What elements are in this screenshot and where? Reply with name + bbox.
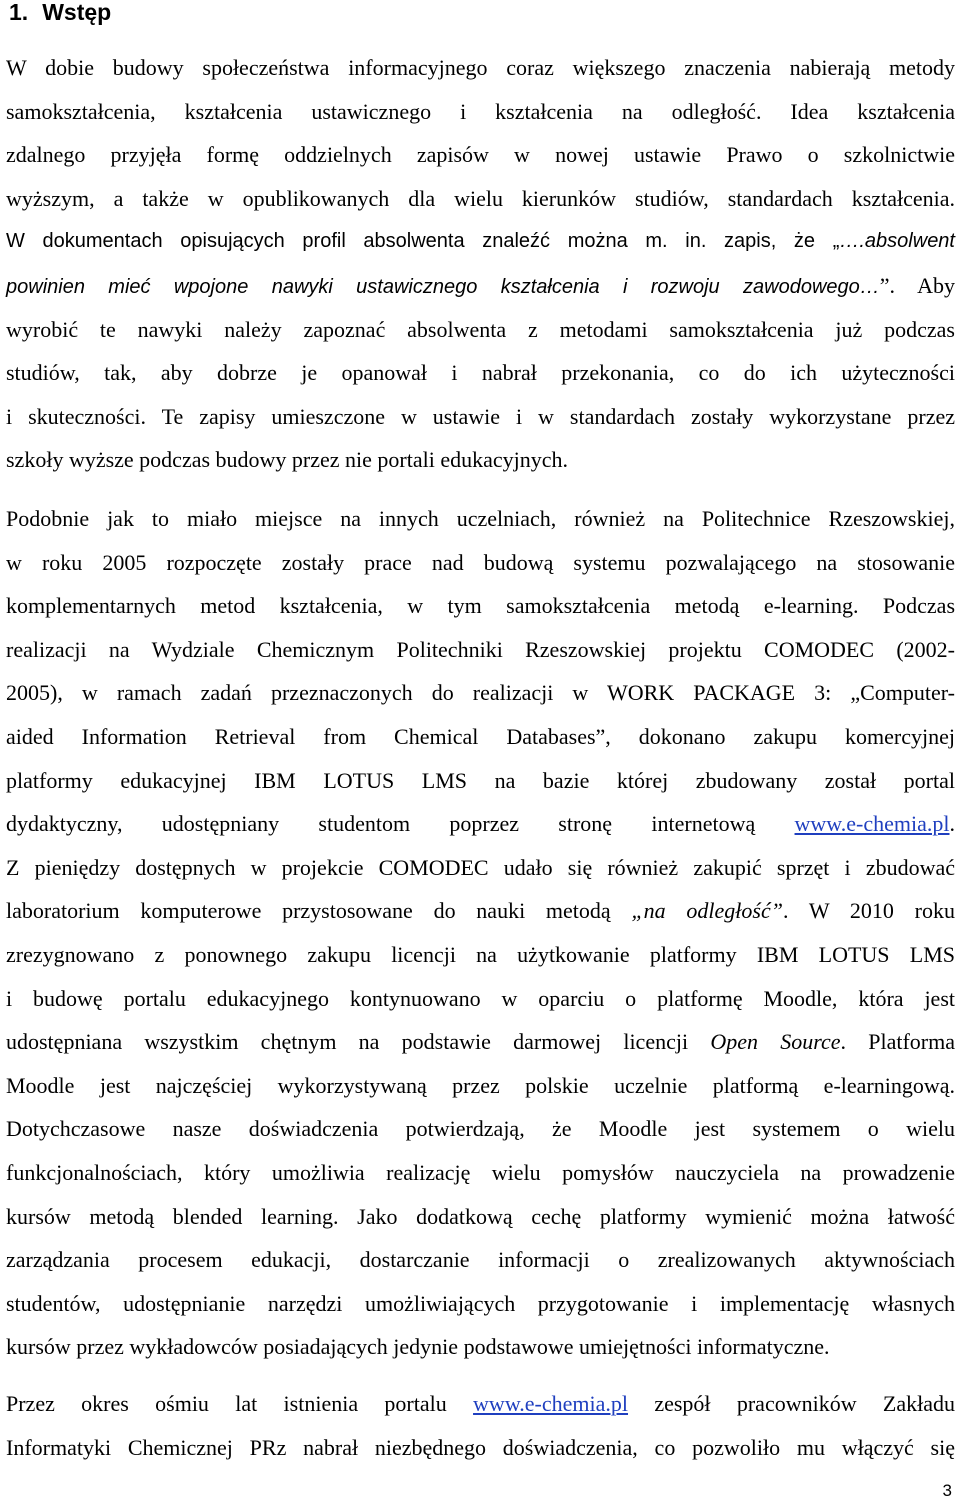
- text-line: [6, 1020, 955, 1064]
- text-run: . Platforma: [840, 1029, 955, 1055]
- text-run: udostępniana wszystkim chętnym na podstawie darmowej licencji: [6, 1029, 711, 1055]
- text-line: i budowę portalu edukacyjnego kontynuowano w oparciu o platformę Moodle, która jest: [6, 985, 955, 1011]
- text-run: Te zapisy umieszczone w ustawie i w standardach zostały wykorzystane przez: [146, 403, 955, 429]
- text-line: zarządzania procesem edukacji, dostarczanie informacji o zrealizowanych aktywnościach: [6, 1247, 955, 1273]
- section-number: 1.: [9, 0, 29, 25]
- text-run: kursów metodą blended learning.: [6, 1203, 339, 1229]
- text-line: Dotychczasowe nasze doświadczenia potwierdzają, że Moodle jest systemem o wielu: [6, 1116, 955, 1142]
- text-run: Podobnie jak to miało miejsce na innych uczelniach, również na: [6, 506, 702, 531]
- text-run: dydaktyczny, udostępniany studentom poprzez stronę internetową: [6, 811, 795, 837]
- text-line: funkcjonalnościach, który umożliwia realizację wielu pomysłów nauczyciela na prowadzenie: [6, 1159, 955, 1185]
- text-line: aided Information Retrieval from Chemical Databases”, dokonano zakupu komercyjnej: [6, 723, 955, 749]
- page-number: 3: [942, 1481, 952, 1500]
- text-line: w roku 2005 rozpoczęte zostały prace nad budową systemu pozwalającego na stosowanie: [6, 549, 955, 575]
- text-line: szkoły wyższe podczas budowy przez nie portali edukacyjnych.: [6, 447, 569, 473]
- text-line: platformy edukacyjnej IBM LOTUS LMS na bazie której zbudowany został portal: [6, 767, 955, 793]
- text-line: realizacji na Wydziale Chemicznym Politechniki Rzeszowskiej projektu COMODEC (2002-: [6, 636, 955, 662]
- text-line: [6, 802, 955, 846]
- paragraph-1: [6, 46, 955, 482]
- text-line: [6, 889, 955, 933]
- text-line: [6, 220, 955, 264]
- text-line: samokształcenia, kształcenia ustawicznego i kształcenia na odległość. Idea kształcenia: [6, 98, 955, 124]
- text-line: wyższym, a także w opublikowanych dla wielu kierunków studiów, standardach kształcenia.: [6, 185, 955, 211]
- text-line: zrezygnowano z ponownego zakupu licencji na użytkowanie platformy IBM LOTUS LMS: [6, 941, 955, 967]
- text-run: komplementarnych metod kształcenia, w tym samokształcenia metodą e-learning.: [6, 593, 859, 619]
- italic-run: Open Source: [710, 1029, 841, 1055]
- text-run: Z pieniędzy dostępnych w projekcie COMODEC udało się: [6, 854, 608, 880]
- text-line: Informatyki Chemicznej PRz nabrał niezbędnego doświadczenia, co pozwoliło mu włączyć się: [6, 1434, 955, 1460]
- text-run: zespół pracowników Zakładu: [628, 1391, 955, 1416]
- text-run: ”. Aby: [879, 272, 955, 298]
- text-line: [6, 497, 955, 541]
- section-heading: [9, 0, 111, 28]
- text-run: . W 2010 roku: [782, 898, 955, 924]
- text-line: W dobie budowy społeczeństwa informacyjnego coraz większego znaczenia nabierają metody: [6, 55, 955, 80]
- text-run: zakupić sprzęt i zbudować: [678, 854, 955, 880]
- e-chemia-link[interactable]: www.e-chemia.pl: [473, 1391, 629, 1416]
- text-run: W dokumentach opisujących profil absolwenta znaleźć można m. in. zapis, że „: [6, 230, 840, 253]
- text-run: Politechnice Rzeszowskiej,: [701, 506, 955, 531]
- quote-run: powinien mieć wpojone nawyki ustawicznego kształcenia i rozwoju zawodowego…: [6, 275, 880, 298]
- text-line: 2005), w ramach zadań przeznaczonych do realizacji w WORK PACKAGE 3: „Computer-: [6, 680, 955, 706]
- text-run: .: [949, 811, 955, 837]
- paragraph-3: [6, 1382, 955, 1469]
- text-line: [6, 1195, 955, 1239]
- text-run: i skuteczności.: [6, 403, 146, 429]
- quote-run: ….absolwent: [839, 230, 955, 253]
- text-run: Jako dodatkową cechę platformy wymienić można łatwość: [338, 1203, 955, 1229]
- text-run: Podczas: [858, 593, 956, 619]
- section-title: Wstęp: [42, 0, 112, 25]
- text-line: [6, 395, 955, 439]
- text-line: studentów, udostępnianie narzędzi umożliwiających przygotowanie i implementację własnych: [6, 1290, 955, 1316]
- text-line: zdalnego przyjęła formę oddzielnych zapisów w nowej ustawie Prawo o szkolnictwie: [6, 142, 955, 168]
- text-line: Moodle jest najczęściej wykorzystywaną przez polskie uczelnie platformą e-learningową.: [6, 1072, 955, 1098]
- paragraph-2: [6, 497, 955, 1369]
- text-line: [6, 264, 955, 308]
- text-line: [6, 1382, 955, 1426]
- e-chemia-link[interactable]: www.e-chemia.pl: [794, 811, 950, 837]
- text-line: kursów przez wykładowców posiadających jedynie podstawowe umiejętności informatyczne.: [6, 1334, 830, 1360]
- text-line: [6, 584, 955, 628]
- text-run: Przez okres ośmiu lat istnienia portalu: [6, 1391, 474, 1416]
- text-run: laboratorium komputerowe przystosowane do nauki metodą: [6, 898, 632, 924]
- text-line: studiów, tak, aby dobrze je opanował i nabrał przekonania, co do ich użyteczności: [6, 360, 955, 386]
- text-line: [6, 846, 955, 890]
- text-line: wyrobić te nawyki należy zapoznać absolwenta z metodami samokształcenia już podczas: [6, 316, 955, 342]
- text-run: również: [607, 854, 679, 880]
- italic-run: „na odległość”: [631, 898, 783, 924]
